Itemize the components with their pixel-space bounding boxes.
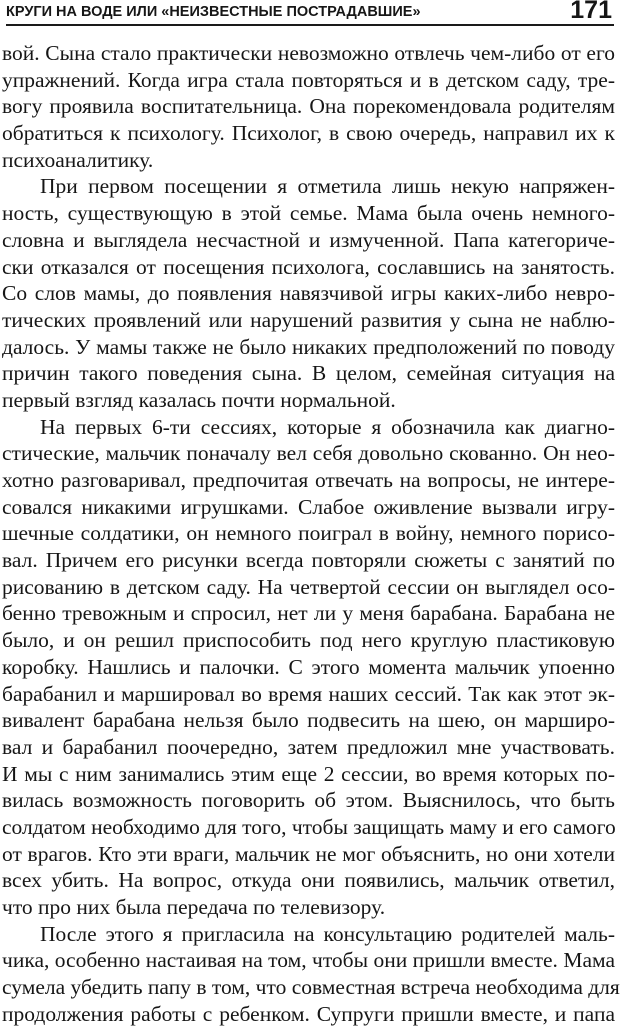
text-line: совался никакими игрушками. Слабое оживление вызвали игру- [2, 494, 615, 519]
page-header [6, 0, 614, 24]
header-rule [6, 24, 614, 26]
text-line: сумела убедить папу в том, что совместная встреча необходима для [2, 975, 620, 1000]
paragraph [2, 173, 615, 413]
text-line: коробку. Нашлись и палочки. С этого момента мальчик упоенно [2, 654, 615, 679]
paragraph [2, 414, 615, 921]
text-line: далось. У мамы также не было никаких предположений по поводу [2, 334, 615, 359]
text-line: хотно разговаривал, предпочитая отвечать на вопросы, не интере- [2, 468, 615, 492]
paragraph [2, 40, 615, 173]
text-line: рисованию в детском саду. На четвертой сессии он выглядел осо- [2, 574, 615, 599]
text-line: причин такого поведения сына. В целом, семейная ситуация на [2, 361, 615, 386]
text-line: На первых 6-ти сессиях, которые я обозначила как диагно- [40, 414, 615, 439]
text-line: тических проявлений или нарушений развития у сына не наблю- [2, 307, 615, 332]
text-line: что про них была передача по телевизору. [2, 895, 386, 919]
running-title: КРУГИ НА ВОДЕ ИЛИ «НЕИЗВЕСТНЫЕ ПОСТРАДАВШИЕ» [6, 4, 421, 20]
text-line: вогу проявила воспитательница. Она порекомендовала родителям [2, 94, 615, 119]
text-line: вивалент барабана нельзя было подвесить на шею, он марширо- [2, 708, 615, 733]
text-line: всех убить. На вопрос, откуда они появились, мальчик ответил, [2, 868, 615, 893]
text-line: чика, особенно настаивая на том, чтобы они пришли вместе. Мама [2, 948, 615, 973]
paragraph [2, 921, 620, 1027]
text-line: упражнений. Когда игра стала повторяться и в детском саду, тре- [2, 67, 615, 92]
body-text [2, 40, 620, 1027]
text-line: продолжения работы с ребенком. Супруги пришли вместе, и папа [2, 1001, 615, 1026]
text-line: психоаналитику. [2, 147, 154, 172]
text-line: ски отказался от посещения психолога, сославшись на занятость. [2, 254, 615, 279]
text-line: стические, мальчик поначалу вел себя довольно скованно. Он нео- [2, 441, 615, 466]
page-number: 171 [570, 0, 612, 24]
text-line: Со слов мамы, до появления навязчивой игры каких-либо невро- [2, 281, 615, 306]
text-line: было, и он решил приспособить под него круглую пластиковую [2, 628, 615, 653]
text-line: от врагов. Кто эти враги, мальчик не мог объяснить, но они хотели [2, 841, 615, 866]
text-line: И мы с ним занимались этим еще 2 сессии, во время которых по- [2, 761, 615, 786]
text-line: вой. Сына стало практически невозможно отвлечь чем-либо от его [2, 41, 615, 65]
text-line: бенно тревожным и спросил, нет ли у меня барабана. Барабана не [2, 601, 615, 626]
text-line: шечные солдатики, он немного поиграл в войну, немного порисо- [2, 521, 615, 546]
text-line: При первом посещении я отметила лишь некую напряжен- [40, 174, 615, 199]
text-line: ность, существующую в этой семье. Мама была очень немного- [2, 201, 615, 226]
text-line: обратиться к психологу. Психолог, в свою очередь, направил их к [2, 121, 615, 146]
text-line: солдатом необходимо для того, чтобы защищать маму и его самого [2, 814, 616, 839]
text-line: барабанил и маршировал во время наших сессий. Так как этот эк- [2, 681, 615, 706]
text-line: первый взгляд казалась почти нормальной. [2, 387, 396, 412]
text-line: После этого я пригласила на консультацию родителей маль- [40, 921, 615, 946]
text-line: словна и выглядела несчастной и измученной. Папа категориче- [2, 227, 615, 252]
text-line: вал. Причем его рисунки всегда повторяли сюжеты с занятий по [2, 548, 615, 573]
text-line: вал и барабанил поочередно, затем предложил мне участвовать. [2, 734, 615, 759]
text-line: вилась возможность поговорить об этом. Выяснилось, что быть [2, 788, 615, 813]
